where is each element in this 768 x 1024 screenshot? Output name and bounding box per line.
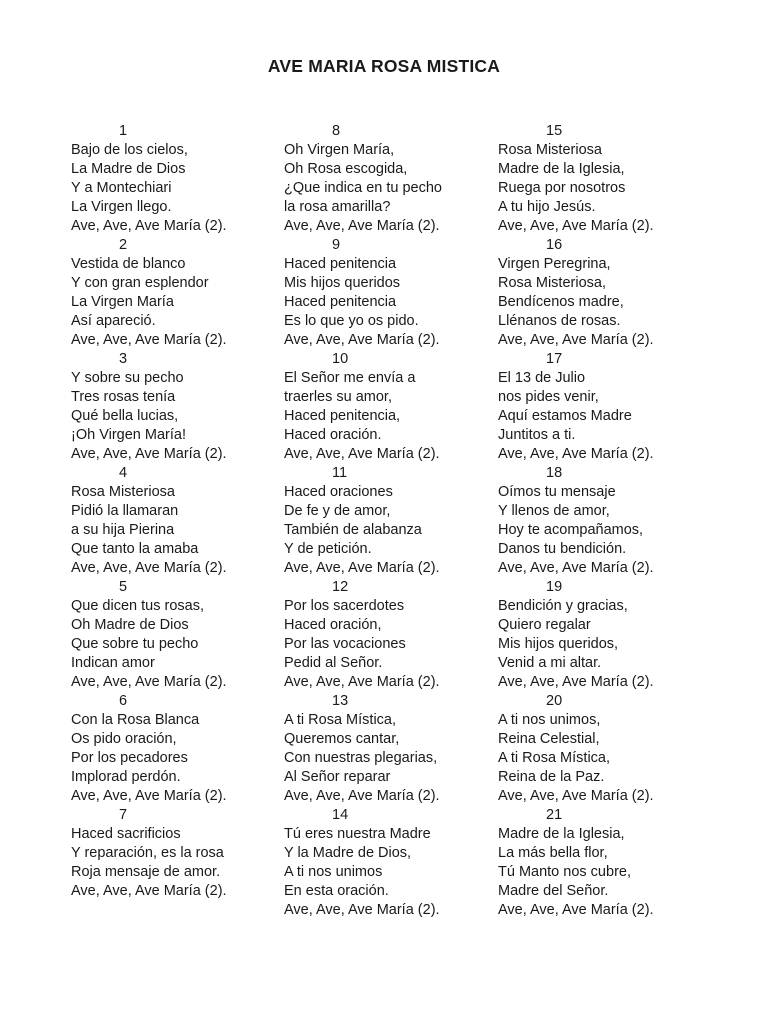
stanza-line: Y de petición. bbox=[284, 541, 372, 557]
stanza-line: Con nuestras plegarias, bbox=[284, 750, 438, 766]
stanza-column-3 bbox=[498, 122, 723, 920]
stanza-line: Rosa Misteriosa bbox=[498, 142, 602, 158]
stanza-line: Rosa Misteriosa, bbox=[498, 275, 606, 291]
stanza-line: Oh Virgen María, bbox=[284, 142, 395, 158]
stanza-line: Juntitos a ti. bbox=[498, 427, 576, 443]
stanza-number: 13 bbox=[332, 693, 349, 709]
stanza-line: Haced oración, bbox=[284, 617, 382, 633]
stanza-line: Vestida de blanco bbox=[71, 256, 186, 272]
stanza-line: Queremos cantar, bbox=[284, 731, 400, 747]
stanza-line: Tú Manto nos cubre, bbox=[498, 864, 631, 880]
stanza-line: Qué bella lucias, bbox=[71, 408, 179, 424]
stanza-line: La Madre de Dios bbox=[71, 161, 186, 177]
stanza-line: Indican amor bbox=[71, 655, 155, 671]
stanza-number: 8 bbox=[332, 123, 341, 139]
stanza-line: El Señor me envía a bbox=[284, 370, 416, 386]
stanza-line: Ave, Ave, Ave María (2). bbox=[71, 218, 227, 234]
stanza-line: A ti Rosa Mística, bbox=[498, 750, 611, 766]
stanza-line: Implorad perdón. bbox=[71, 769, 181, 785]
stanza-line: Ave, Ave, Ave María (2). bbox=[284, 674, 440, 690]
stanza-number: 5 bbox=[119, 579, 128, 595]
stanza-number: 15 bbox=[546, 123, 563, 139]
stanza-line: Y a Montechiari bbox=[71, 180, 172, 196]
stanza-line: Que tanto la amaba bbox=[71, 541, 199, 557]
stanza-line: Y la Madre de Dios, bbox=[284, 845, 412, 861]
stanza-line: Ave, Ave, Ave María (2). bbox=[284, 560, 440, 576]
stanza-line: La más bella flor, bbox=[498, 845, 608, 861]
stanza-line: Ave, Ave, Ave María (2). bbox=[284, 218, 440, 234]
stanza-line: A ti nos unimos, bbox=[498, 712, 601, 728]
stanza-line: Que dicen tus rosas, bbox=[71, 598, 204, 614]
stanza-number: 20 bbox=[546, 693, 563, 709]
stanza-line: Tres rosas tenía bbox=[71, 389, 176, 405]
stanza-line: Y llenos de amor, bbox=[498, 503, 610, 519]
stanza-line: Ave, Ave, Ave María (2). bbox=[284, 902, 440, 918]
stanza-line: Roja mensaje de amor. bbox=[71, 864, 221, 880]
stanza-line: Por los pecadores bbox=[71, 750, 188, 766]
document-title: AVE MARIA ROSA MISTICA bbox=[267, 56, 501, 76]
stanza-line: Ave, Ave, Ave María (2). bbox=[498, 674, 654, 690]
stanza-line: Bendícenos madre, bbox=[498, 294, 624, 310]
stanza-number: 9 bbox=[332, 237, 341, 253]
stanza-line: Oímos tu mensaje bbox=[498, 484, 616, 500]
stanza-line: A ti Rosa Mística, bbox=[284, 712, 397, 728]
stanza-number: 12 bbox=[332, 579, 349, 595]
stanza-line: Rosa Misteriosa bbox=[71, 484, 175, 500]
stanza-line: Por los sacerdotes bbox=[284, 598, 405, 614]
stanza-line: A tu hijo Jesús. bbox=[498, 199, 596, 215]
stanza-line: Ave, Ave, Ave María (2). bbox=[71, 332, 227, 348]
stanza-line: Ave, Ave, Ave María (2). bbox=[498, 332, 654, 348]
stanza-line: Que sobre tu pecho bbox=[71, 636, 199, 652]
stanza-line: Reina Celestial, bbox=[498, 731, 600, 747]
stanza-number: 17 bbox=[546, 351, 563, 367]
stanza-number: 16 bbox=[546, 237, 563, 253]
stanza-number: 10 bbox=[332, 351, 349, 367]
stanza-line: Ave, Ave, Ave María (2). bbox=[71, 560, 227, 576]
stanza-number: 1 bbox=[119, 123, 128, 139]
stanza-line: Ave, Ave, Ave María (2). bbox=[498, 560, 654, 576]
stanza-line: Hoy te acompañamos, bbox=[498, 522, 644, 538]
stanza-line: Aquí estamos Madre bbox=[498, 408, 632, 424]
stanza-number: 21 bbox=[546, 807, 563, 823]
stanza-number: 14 bbox=[332, 807, 349, 823]
stanza-line: Pedid al Señor. bbox=[284, 655, 383, 671]
stanza-line: El 13 de Julio bbox=[498, 370, 586, 386]
stanza-line: Os pido oración, bbox=[71, 731, 177, 747]
stanza-line: En esta oración. bbox=[284, 883, 389, 899]
stanza-line: Ave, Ave, Ave María (2). bbox=[498, 788, 654, 804]
stanza-line: Ave, Ave, Ave María (2). bbox=[71, 788, 227, 804]
stanza-line: Mis hijos queridos bbox=[284, 275, 401, 291]
stanza-line: Haced penitencia, bbox=[284, 408, 401, 424]
stanza-line: Así apareció. bbox=[71, 313, 156, 329]
stanza-line: Haced penitencia bbox=[284, 256, 397, 272]
stanza-line: Llénanos de rosas. bbox=[498, 313, 621, 329]
stanza-line: Y con gran esplendor bbox=[71, 275, 209, 291]
stanza-column-2 bbox=[284, 122, 509, 920]
stanza-line: Por las vocaciones bbox=[284, 636, 406, 652]
stanza-line: También de alabanza bbox=[284, 522, 422, 538]
stanza-line: Es lo que yo os pido. bbox=[284, 313, 419, 329]
stanza-line: La Virgen María bbox=[71, 294, 174, 310]
stanza-number: 11 bbox=[332, 465, 348, 481]
stanza-line: Ave, Ave, Ave María (2). bbox=[284, 446, 440, 462]
stanza-line: a su hija Pierina bbox=[71, 522, 175, 538]
stanza-line: Danos tu bendición. bbox=[498, 541, 627, 557]
stanza-line: Ave, Ave, Ave María (2). bbox=[498, 218, 654, 234]
stanza-line: la rosa amarilla? bbox=[284, 199, 391, 215]
stanza-line: Ave, Ave, Ave María (2). bbox=[498, 902, 654, 918]
stanza-line: Haced sacrificios bbox=[71, 826, 181, 842]
stanza-line: La Virgen llego. bbox=[71, 199, 172, 215]
stanza-line: Mis hijos queridos, bbox=[498, 636, 619, 652]
stanza-line: A ti nos unimos bbox=[284, 864, 383, 880]
stanza-number: 2 bbox=[119, 237, 128, 253]
stanza-line: Virgen Peregrina, bbox=[498, 256, 611, 272]
stanza-line: Haced penitencia bbox=[284, 294, 397, 310]
stanza-line: Al Señor reparar bbox=[284, 769, 391, 785]
stanza-line: Ave, Ave, Ave María (2). bbox=[284, 788, 440, 804]
stanza-line: Bendición y gracias, bbox=[498, 598, 628, 614]
stanza-number: 4 bbox=[119, 465, 128, 481]
stanza-line: Venid a mi altar. bbox=[498, 655, 602, 671]
stanza-line: Haced oración. bbox=[284, 427, 382, 443]
stanza-line: Y reparación, es la rosa bbox=[71, 845, 224, 861]
stanza-line: Ruega por nosotros bbox=[498, 180, 626, 196]
stanza-line: Pidió la llamaran bbox=[71, 503, 179, 519]
stanza-line: Con la Rosa Blanca bbox=[71, 712, 200, 728]
stanza-line: Oh Rosa escogida, bbox=[284, 161, 408, 177]
stanza-line: Bajo de los cielos, bbox=[71, 142, 188, 158]
stanza-line: De fe y de amor, bbox=[284, 503, 391, 519]
stanza-line: Reina de la Paz. bbox=[498, 769, 605, 785]
stanza-number: 3 bbox=[119, 351, 128, 367]
stanza-line: Quiero regalar bbox=[498, 617, 591, 633]
stanza-line: Ave, Ave, Ave María (2). bbox=[71, 674, 227, 690]
stanza-column-1 bbox=[71, 122, 296, 901]
stanza-line: Ave, Ave, Ave María (2). bbox=[498, 446, 654, 462]
stanza-line: Y sobre su pecho bbox=[71, 370, 184, 386]
stanza-line: Ave, Ave, Ave María (2). bbox=[71, 446, 227, 462]
stanza-line: traerles su amor, bbox=[284, 389, 392, 405]
stanza-number: 6 bbox=[119, 693, 128, 709]
stanza-line: Madre del Señor. bbox=[498, 883, 609, 899]
stanza-line: Madre de la Iglesia, bbox=[498, 826, 625, 842]
stanza-number: 18 bbox=[546, 465, 563, 481]
stanza-line: Oh Madre de Dios bbox=[71, 617, 189, 633]
stanza-number: 19 bbox=[546, 579, 563, 595]
stanza-line: Haced oraciones bbox=[284, 484, 393, 500]
stanza-line: Ave, Ave, Ave María (2). bbox=[71, 883, 227, 899]
stanza-line: ¿Que indica en tu pecho bbox=[284, 180, 442, 196]
stanza-line: Tú eres nuestra Madre bbox=[284, 826, 431, 842]
stanza-line: nos pides venir, bbox=[498, 389, 599, 405]
stanza-line: Ave, Ave, Ave María (2). bbox=[284, 332, 440, 348]
stanza-line: ¡Oh Virgen María! bbox=[71, 427, 186, 443]
stanza-number: 7 bbox=[119, 807, 128, 823]
stanza-line: Madre de la Iglesia, bbox=[498, 161, 625, 177]
